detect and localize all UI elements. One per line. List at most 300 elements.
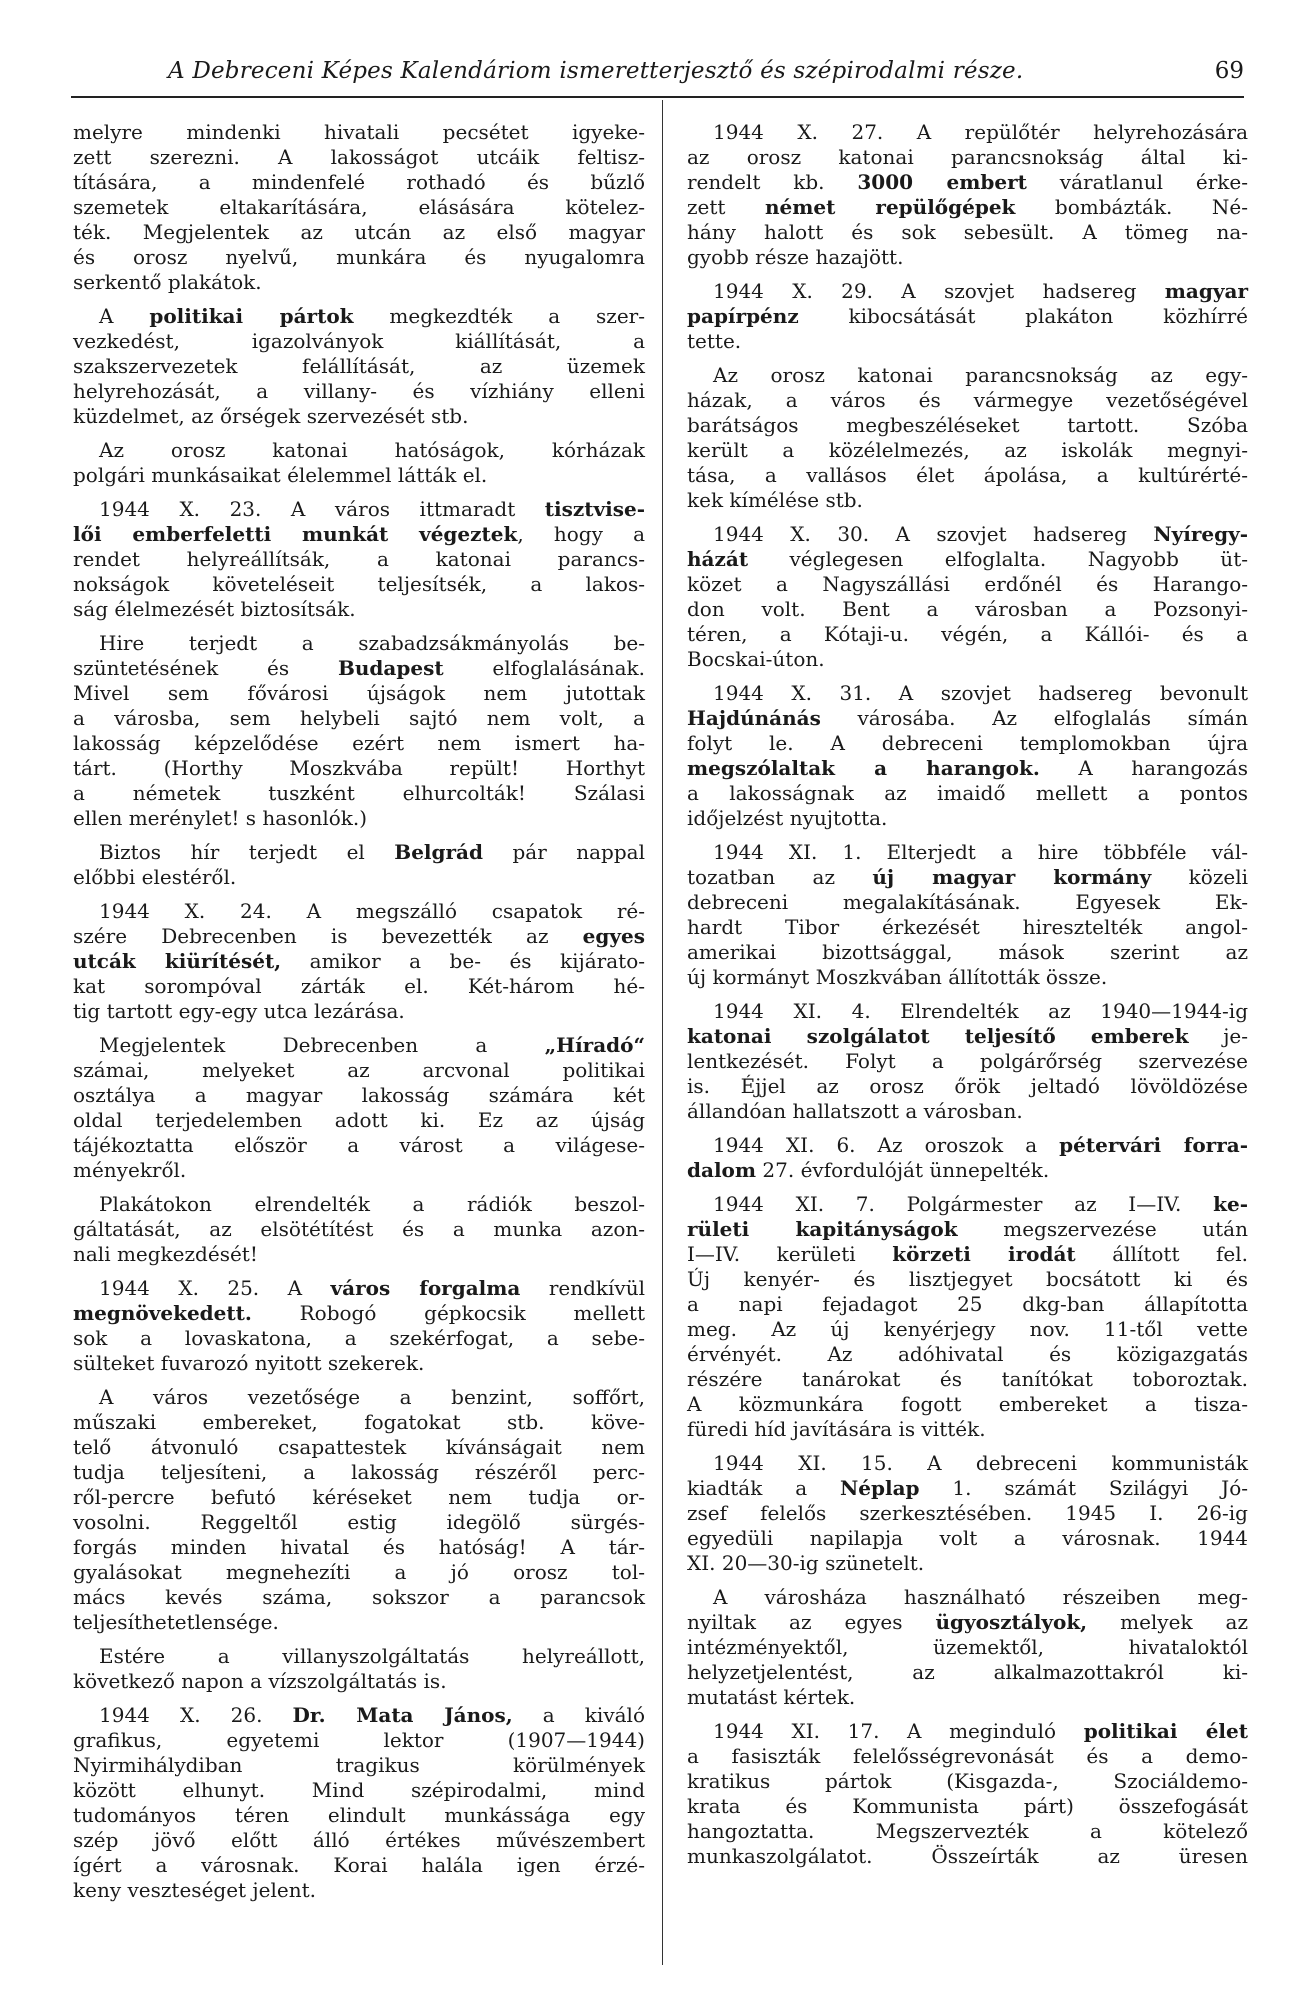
text-line — [73, 899, 645, 924]
text-line — [687, 1024, 1248, 1049]
text-run: szemetek eltakarítására, elásására kötelez- — [73, 195, 645, 219]
text-line — [73, 354, 645, 379]
text-run: véglegesen elfoglalta. Nagyobb üt- — [748, 547, 1248, 571]
text-run: városába. Az elfoglalás símán — [820, 706, 1248, 730]
text-line — [687, 279, 1248, 304]
text-run: közet a Nagyszállási erdőnél és Harango- — [687, 572, 1248, 596]
text-line — [687, 1685, 1248, 1710]
text-line — [687, 1392, 1248, 1417]
text-line — [687, 1794, 1248, 1819]
text-line — [687, 1217, 1248, 1242]
bold-text-run: pétervári forra- — [1059, 1133, 1248, 1157]
text-run: kat sorompóval zárták el. Két-három hé- — [73, 974, 645, 998]
text-line — [73, 1853, 645, 1878]
text-run: helyzetjelentést, az alkalmazottakról ki- — [687, 1660, 1248, 1684]
text-run: A városháza használható részeiben meg- — [713, 1585, 1248, 1609]
bold-text-run: rületi kapitányságok — [687, 1217, 958, 1241]
text-run: Bocskai-úton. — [687, 647, 825, 671]
text-line — [687, 1049, 1248, 1074]
text-line — [687, 915, 1248, 940]
bold-text-run: ügyosztályok, — [935, 1610, 1088, 1634]
text-line — [687, 1551, 1248, 1576]
bold-text-run: megszólaltak a harangok. — [687, 756, 1040, 780]
text-line — [73, 1326, 645, 1351]
text-line — [73, 1385, 645, 1410]
bold-text-run: papírpénz — [687, 304, 799, 328]
text-run: ről-percre befutó kéréseket nem tudja or- — [73, 1485, 645, 1509]
bold-text-run: Budapest — [337, 656, 444, 680]
text-run: megkezdték a szer- — [353, 304, 645, 328]
text-line — [687, 1635, 1248, 1660]
text-run: egyedüli napilapja volt a városnak. 1944 — [687, 1526, 1248, 1550]
bold-text-run: Néplap — [839, 1476, 920, 1500]
text-line — [73, 631, 645, 656]
text-line — [73, 974, 645, 999]
text-line — [73, 572, 645, 597]
text-line — [73, 706, 645, 731]
paragraph — [687, 1585, 1248, 1710]
bold-text-run: Hajdúnánás — [687, 706, 821, 730]
text-line — [687, 547, 1248, 572]
text-run: Megjelentek Debrecenben a — [99, 1033, 545, 1057]
text-run: A harangozás — [1039, 756, 1248, 780]
text-line — [73, 865, 645, 890]
text-run: Új kenyér- és lisztjegyet bocsátott ki és — [687, 1267, 1248, 1291]
text-run: amikor a be- és kijárato- — [281, 949, 645, 973]
text-run: grafikus, egyetemi lektor (1907—1944) — [73, 1728, 645, 1752]
text-line — [687, 1342, 1248, 1367]
text-line — [73, 1435, 645, 1460]
text-run: füredi híd javítására is vitték. — [687, 1417, 986, 1441]
text-run: melyre mindenki hivatali pecsétet igyeke- — [73, 120, 645, 144]
text-run: 1944 X. 23. A város ittmaradt — [99, 497, 545, 521]
text-line — [687, 622, 1248, 647]
paragraph — [73, 1033, 645, 1183]
text-line — [73, 379, 645, 404]
paragraph — [687, 999, 1248, 1124]
paragraph — [73, 1644, 645, 1694]
text-run: polgári munkásaikat élelemmel látták el. — [73, 463, 488, 487]
text-run: Biztos hír terjedt el — [99, 840, 395, 864]
paragraph — [73, 1703, 645, 1903]
bold-text-run: új magyar kormány — [872, 865, 1152, 889]
text-run: számai, melyeket az arcvonal politikai — [73, 1058, 645, 1082]
text-run: elfoglalásának. — [443, 656, 645, 680]
bold-text-run: körzeti irodát — [892, 1242, 1076, 1266]
bold-text-run: ke- — [1213, 1192, 1248, 1216]
text-line — [73, 120, 645, 145]
paragraph — [687, 681, 1248, 831]
text-run: 1944 X. 24. A megszálló csapatok ré- — [99, 899, 645, 923]
text-run: 1944 XI. 1. Elterjedt a hire többféle vál- — [713, 840, 1248, 864]
page-number: 69 — [1214, 58, 1244, 84]
text-line — [687, 1367, 1248, 1392]
text-run: pár nappal — [483, 840, 645, 864]
text-line — [73, 245, 645, 270]
text-run: Plakátokon elrendelték a rádiók beszol- — [99, 1192, 645, 1216]
text-line — [687, 1317, 1248, 1342]
paragraph — [687, 363, 1248, 513]
text-line — [687, 1158, 1248, 1183]
text-run: I—IV. kerületi — [687, 1242, 893, 1266]
text-run: serkentő plakátok. — [73, 270, 262, 294]
text-line — [73, 756, 645, 781]
text-line — [73, 1828, 645, 1853]
text-run: A — [99, 304, 150, 328]
text-run: gáltatását, az elsötétítést és a munka azon- — [73, 1217, 645, 1241]
text-run: műszaki embereket, fogatokat stb. köve- — [73, 1410, 645, 1434]
text-line — [687, 1610, 1248, 1635]
text-run: rendet helyreállítsák, a katonai parancs- — [73, 547, 645, 571]
text-line — [687, 1192, 1248, 1217]
text-run: kratikus pártok (Kisgazda-, Szociáldemo- — [687, 1769, 1248, 1793]
paragraph — [73, 1192, 645, 1267]
text-run: a németek tuszként elhurcolták! Szálasi — [73, 781, 645, 805]
text-run: melyek az — [1087, 1610, 1248, 1634]
text-line — [687, 1267, 1248, 1292]
text-line — [687, 597, 1248, 622]
text-line — [687, 999, 1248, 1024]
text-line — [73, 731, 645, 756]
text-run: tette. — [687, 329, 742, 353]
text-run: 27. évfordulóját ünnepelték. — [756, 1158, 1050, 1182]
text-line — [687, 647, 1248, 672]
text-line — [73, 1669, 645, 1694]
text-line — [73, 304, 645, 329]
text-line — [687, 522, 1248, 547]
text-run: a városba, sem helybeli sajtó nem volt, a — [73, 706, 645, 730]
text-run: , hogy a — [517, 522, 645, 546]
text-run: nali megkezdését! — [73, 1242, 258, 1266]
text-line — [73, 195, 645, 220]
text-run: 1944 XI. 15. A debreceni kommunisták — [713, 1451, 1248, 1475]
text-line — [687, 1769, 1248, 1794]
text-line — [73, 781, 645, 806]
text-line — [687, 304, 1248, 329]
paragraph — [73, 497, 645, 622]
text-run: ellen merénylet! s hasonlók.) — [73, 806, 368, 830]
text-run: XI. 20—30-ig szünetelt. — [687, 1551, 925, 1575]
left-column — [73, 120, 645, 1912]
text-run: 1944 XI. 7. Polgármester az I—IV. — [713, 1192, 1214, 1216]
paragraph — [73, 899, 645, 1024]
text-run: kibocsátását plakáton közhírré — [798, 304, 1248, 328]
text-line — [687, 1660, 1248, 1685]
text-line — [687, 756, 1248, 781]
paragraph — [687, 1719, 1248, 1869]
text-run: került a közélelmezés, az iskolák megnyi- — [687, 438, 1248, 462]
text-run: állandóan hallatszott a városban. — [687, 1099, 1023, 1123]
text-line — [73, 1803, 645, 1828]
text-run: títására, a mindenfelé rothadó és bűzlő — [73, 170, 645, 194]
text-run: keny veszteséget jelent. — [73, 1878, 316, 1902]
text-line — [73, 1301, 645, 1326]
text-run: Az orosz katonai hatóságok, kórházak — [99, 438, 645, 462]
bold-text-run: Dr. Mata János, — [292, 1703, 513, 1727]
text-run: forgás minden hivatal és hatóság! A tár- — [73, 1535, 645, 1559]
text-run: rendelt kb. — [687, 170, 858, 194]
text-run: Mivel sem fővárosi újságok nem jutottak — [73, 681, 645, 705]
bold-text-run: „Híradó“ — [544, 1033, 645, 1057]
text-line — [687, 438, 1248, 463]
text-line — [73, 270, 645, 295]
text-run: hány halott és sok sebesült. A tömeg na- — [687, 220, 1248, 244]
text-run: tudományos téren elindult munkássága egy — [73, 1803, 645, 1827]
text-run: új kormányt Moszkvában állították össze. — [687, 965, 1108, 989]
bold-text-run: politikai pártok — [149, 304, 354, 328]
text-run: hangoztatta. Megszervezték a kötelező — [687, 1819, 1248, 1843]
text-run: don volt. Bent a városban a Pozsonyi- — [687, 597, 1248, 621]
text-run: tudja teljesíteni, a lakosság részéről perc- — [73, 1460, 645, 1484]
text-run: 1944 X. 25. A — [99, 1276, 331, 1300]
text-line — [73, 1192, 645, 1217]
text-run: 1944 XI. 4. Elrendelték az 1940—1944-ig — [713, 999, 1248, 1023]
text-run: 1944 X. 30. A szovjet hadsereg — [713, 522, 1154, 546]
text-line — [73, 547, 645, 572]
text-run: téren, a Kótaji-u. végén, a Kállói- és a — [687, 622, 1248, 646]
text-run: zett — [687, 195, 765, 219]
text-run: Robogó gépkocsik mellett — [251, 1301, 645, 1325]
text-line — [73, 438, 645, 463]
text-run: oldal terjedelemben adott ki. Ez az újság — [73, 1108, 645, 1132]
text-run: helyrehozását, a villany- és vízhiány elleni — [73, 379, 645, 403]
column-divider — [662, 100, 663, 1965]
text-line — [687, 1292, 1248, 1317]
text-run: mács kevés száma, sokszor a parancsok — [73, 1585, 645, 1609]
text-line — [687, 1133, 1248, 1158]
text-line — [73, 329, 645, 354]
text-line — [73, 1644, 645, 1669]
text-line — [687, 1585, 1248, 1610]
text-line — [73, 949, 645, 974]
bold-text-run: magyar — [1164, 279, 1248, 303]
text-line — [687, 1476, 1248, 1501]
text-line — [73, 1585, 645, 1610]
text-run: kek kímélése stb. — [687, 488, 863, 512]
bold-text-run: lői emberfeletti munkát végeztek — [73, 522, 518, 546]
text-run: következő napon a vízszolgáltatás is. — [73, 1669, 447, 1693]
text-run: lentkezését. Folyt a polgárőrség szervezése — [687, 1049, 1248, 1073]
text-run: szére Debrecenben is bevezették az — [73, 924, 583, 948]
text-run: között elhunyt. Mind szépirodalmi, mind — [73, 1778, 645, 1802]
text-run: sülteket fuvarozó nyitott szekerek. — [73, 1351, 425, 1375]
text-run: váratlanul érke- — [1026, 170, 1249, 194]
text-run: 1944 X. 27. A repülőtér helyrehozására — [713, 120, 1248, 144]
text-line — [687, 195, 1248, 220]
paragraph — [687, 120, 1248, 270]
paragraph — [687, 1133, 1248, 1183]
text-line — [687, 706, 1248, 731]
bold-text-run: dalom — [687, 1158, 757, 1182]
bold-text-run: politikai élet — [1083, 1719, 1248, 1743]
text-run: nokságok követeléseit teljesítsék, a lakos- — [73, 572, 645, 596]
text-run: küzdelmet, az őrségek szervezését stb. — [73, 404, 469, 428]
text-line — [687, 1074, 1248, 1099]
text-line — [687, 806, 1248, 831]
text-run: megszervezése után — [957, 1217, 1248, 1241]
text-line — [687, 890, 1248, 915]
text-run: A város vezetősége a benzint, soffőrt, — [99, 1385, 645, 1409]
text-run: tig tartott egy-egy utca lezárása. — [73, 999, 405, 1023]
text-run: meg. Az új kenyérjegy nov. 11-től vette — [687, 1317, 1248, 1341]
paragraph — [687, 1192, 1248, 1442]
text-run: je- — [1188, 1024, 1248, 1048]
text-line — [687, 1526, 1248, 1551]
paragraph — [687, 840, 1248, 990]
text-line — [687, 145, 1248, 170]
bold-text-run: Nyíregy- — [1153, 522, 1248, 546]
text-run: mutatást kértek. — [687, 1685, 856, 1709]
text-run: vosolni. Reggeltől estig idegölő sürgés- — [73, 1510, 645, 1534]
text-line — [73, 840, 645, 865]
text-line — [73, 1485, 645, 1510]
text-line — [73, 1560, 645, 1585]
text-run: tása, a vallásos élet ápolása, a kultúrérté- — [687, 463, 1248, 487]
text-run: a kiváló — [512, 1703, 645, 1727]
text-line — [73, 806, 645, 831]
text-line — [687, 840, 1248, 865]
paragraph — [73, 304, 645, 429]
text-line — [73, 145, 645, 170]
text-line — [73, 1083, 645, 1108]
bold-text-run: német repülőgépek — [764, 195, 1016, 219]
text-line — [73, 1460, 645, 1485]
text-run: zett szerezni. A lakosságot utcáik feltisz- — [73, 145, 645, 169]
text-run: 1944 X. 31. A szovjet hadsereg bevonult — [713, 681, 1248, 705]
text-run: munkaszolgálatot. Összeírták az üresen — [687, 1844, 1248, 1868]
text-line — [73, 497, 645, 522]
bold-text-run: 3000 embert — [857, 170, 1027, 194]
text-run: Hire terjedt a szabadzsákmányolás be- — [99, 631, 645, 655]
text-run: lakosság képzelődése ezért nem ismert ha- — [73, 731, 645, 755]
text-line — [687, 1844, 1248, 1869]
text-line — [687, 220, 1248, 245]
text-line — [687, 413, 1248, 438]
text-line — [73, 170, 645, 195]
text-line — [73, 1778, 645, 1803]
text-line — [687, 329, 1248, 354]
text-line — [73, 522, 645, 547]
text-run: telő átvonuló csapattestek kívánságait nem — [73, 1435, 645, 1459]
text-run: vezkedést, igazolványok kiállítását, a — [73, 329, 645, 353]
text-run: Estére a villanyszolgáltatás helyreállott, — [99, 1644, 645, 1668]
text-run: nyiltak az egyes — [687, 1610, 936, 1634]
text-run: előbbi elestéről. — [73, 865, 237, 889]
bold-text-run: katonai szolgálatot teljesítő emberek — [687, 1024, 1189, 1048]
text-run: intézményektől, üzemektől, hivataloktól — [687, 1635, 1248, 1659]
text-run: az orosz katonai parancsnokság által ki- — [687, 145, 1248, 169]
text-run: bombázták. Né- — [1015, 195, 1248, 219]
text-run: amerikai bizottsággal, mások szerint az — [687, 940, 1248, 964]
text-run: a fasiszták felelősségrevonását és a demo- — [687, 1744, 1248, 1768]
text-line — [687, 865, 1248, 890]
paragraph — [687, 1451, 1248, 1576]
text-line — [73, 1133, 645, 1158]
text-run: szüntetésének és — [73, 656, 338, 680]
right-column — [687, 120, 1248, 1878]
text-run: gyobb része hazajött. — [687, 245, 904, 269]
bold-text-run: házát — [687, 547, 749, 571]
text-line — [73, 1217, 645, 1242]
text-line — [73, 924, 645, 949]
text-run: ígért a városnak. Korai halála igen érzé- — [73, 1853, 645, 1877]
text-line — [73, 1510, 645, 1535]
text-run: ték. Megjelentek az utcán az első magyar — [73, 220, 645, 244]
text-line — [73, 463, 645, 488]
text-line — [73, 597, 645, 622]
text-line — [73, 1753, 645, 1778]
text-run: állított fel. — [1075, 1242, 1248, 1266]
text-run: 1. számát Szilágyi Jó- — [919, 1476, 1248, 1500]
text-line — [687, 1242, 1248, 1267]
text-line — [73, 1728, 645, 1753]
text-run: ság élelmezését biztosítsák. — [73, 597, 356, 621]
text-line — [73, 656, 645, 681]
text-run: tárt. (Horthy Moszkvába repült! Horthyt — [73, 756, 645, 780]
text-line — [687, 1819, 1248, 1844]
text-line — [687, 781, 1248, 806]
text-run: Nyirmihálydiban tragikus körülmények — [73, 1753, 645, 1777]
text-line — [73, 999, 645, 1024]
text-run: házak, a város és vármegye vezetőségével — [687, 388, 1248, 412]
text-run: 1944 XI. 17. A meginduló — [713, 1719, 1084, 1743]
bold-text-run: tisztvise- — [544, 497, 645, 521]
paragraph — [73, 840, 645, 890]
header-rule — [71, 96, 1244, 98]
text-run: 1944 X. 26. — [99, 1703, 293, 1727]
paragraph — [73, 120, 645, 295]
text-line — [73, 681, 645, 706]
text-run: ményekről. — [73, 1158, 187, 1182]
text-run: a napi fejadagot 25 dkg-ban állapította — [687, 1292, 1248, 1316]
bold-text-run: város forgalma — [330, 1276, 521, 1300]
text-line — [73, 1108, 645, 1133]
text-line — [687, 463, 1248, 488]
text-run: időjelzést nyujtotta. — [687, 806, 888, 830]
paragraph — [687, 522, 1248, 672]
text-line — [73, 1351, 645, 1376]
text-line — [687, 120, 1248, 145]
text-run: tozatban az — [687, 865, 873, 889]
text-run: gyalásokat megnehezíti a jó orosz tol- — [73, 1560, 645, 1584]
text-run: szakszervezetek felállítását, az üzemek — [73, 354, 645, 378]
text-run: érvényét. Az adóhivatal és közigazgatás — [687, 1342, 1248, 1366]
paragraph — [73, 1276, 645, 1376]
text-line — [73, 1158, 645, 1183]
text-run: 1944 XI. 6. Az oroszok a — [713, 1133, 1060, 1157]
text-run: sok a lovaskatona, a szekérfogat, a sebe- — [73, 1326, 645, 1350]
text-run: folyt le. A debreceni templomokban újra — [687, 731, 1248, 755]
text-run: és orosz nyelvű, munkára és nyugalomra — [73, 245, 645, 269]
text-line — [73, 1535, 645, 1560]
text-line — [687, 572, 1248, 597]
text-run: szép jövő előtt álló értékes művészembert — [73, 1828, 645, 1852]
text-run: részére tanárokat és tanítókat toboroztak. — [687, 1367, 1248, 1391]
running-header-title: A Debreceni Képes Kalendáriom ismeretterjesztő és szépirodalmi része. — [168, 58, 1024, 84]
text-run: krata és Kommunista párt) összefogását — [687, 1794, 1248, 1818]
bold-text-run: Belgrád — [394, 840, 483, 864]
text-line — [687, 731, 1248, 756]
text-line — [73, 1276, 645, 1301]
text-run: hardt Tibor érkezését hiresztelték angol- — [687, 915, 1248, 939]
text-line — [687, 1417, 1248, 1442]
text-line — [73, 1058, 645, 1083]
text-line — [73, 220, 645, 245]
text-line — [687, 363, 1248, 388]
paragraph — [73, 438, 645, 488]
text-run: debreceni megalakításának. Egyesek Ek- — [687, 890, 1248, 914]
text-line — [73, 1610, 645, 1635]
